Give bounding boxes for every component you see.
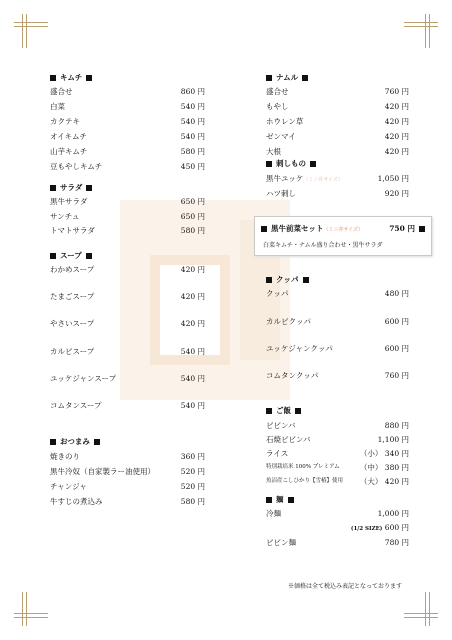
section-title-otsumami: おつまみ xyxy=(50,436,100,447)
section-title-men: 麺 xyxy=(266,494,294,505)
appetizer-set-box: 黒牛前菜セット（ミニ丼サイズ） 750 円 白菜キムチ・ナムル盛り合わせ・黒牛サラダ xyxy=(254,216,432,256)
section-title-gohan: ご飯 xyxy=(266,405,301,416)
section-title-namul: ナムル xyxy=(266,72,308,83)
footer-tax-note: ※価格は全て税込み表記となっております xyxy=(288,583,403,590)
section-title-kuppa: クッパ xyxy=(266,274,309,285)
section-title-salad: サラダ xyxy=(50,182,92,193)
section-title-kimchi: キムチ xyxy=(50,72,92,83)
set-size-note: （ミニ丼サイズ） xyxy=(323,227,364,233)
section-title-sashimi: 刺しもの xyxy=(266,158,316,169)
section-title-soup: スープ xyxy=(50,250,92,261)
size-note: （ミニ丼サイズ） xyxy=(303,177,343,183)
corner-ornament-bottom-right xyxy=(402,590,438,626)
corner-ornament-bottom-left xyxy=(14,590,50,626)
rice-description-line1: 特別栽培米 100% プレミアム xyxy=(266,464,340,470)
set-description: 白菜キムチ・ナムル盛り合わせ・黒牛サラダ xyxy=(263,242,383,249)
rice-description-line2: 魚沼産こしひかり【雪椿】使用 xyxy=(266,478,344,484)
corner-ornament-top-left xyxy=(14,14,50,50)
corner-ornament-top-right xyxy=(402,14,438,50)
